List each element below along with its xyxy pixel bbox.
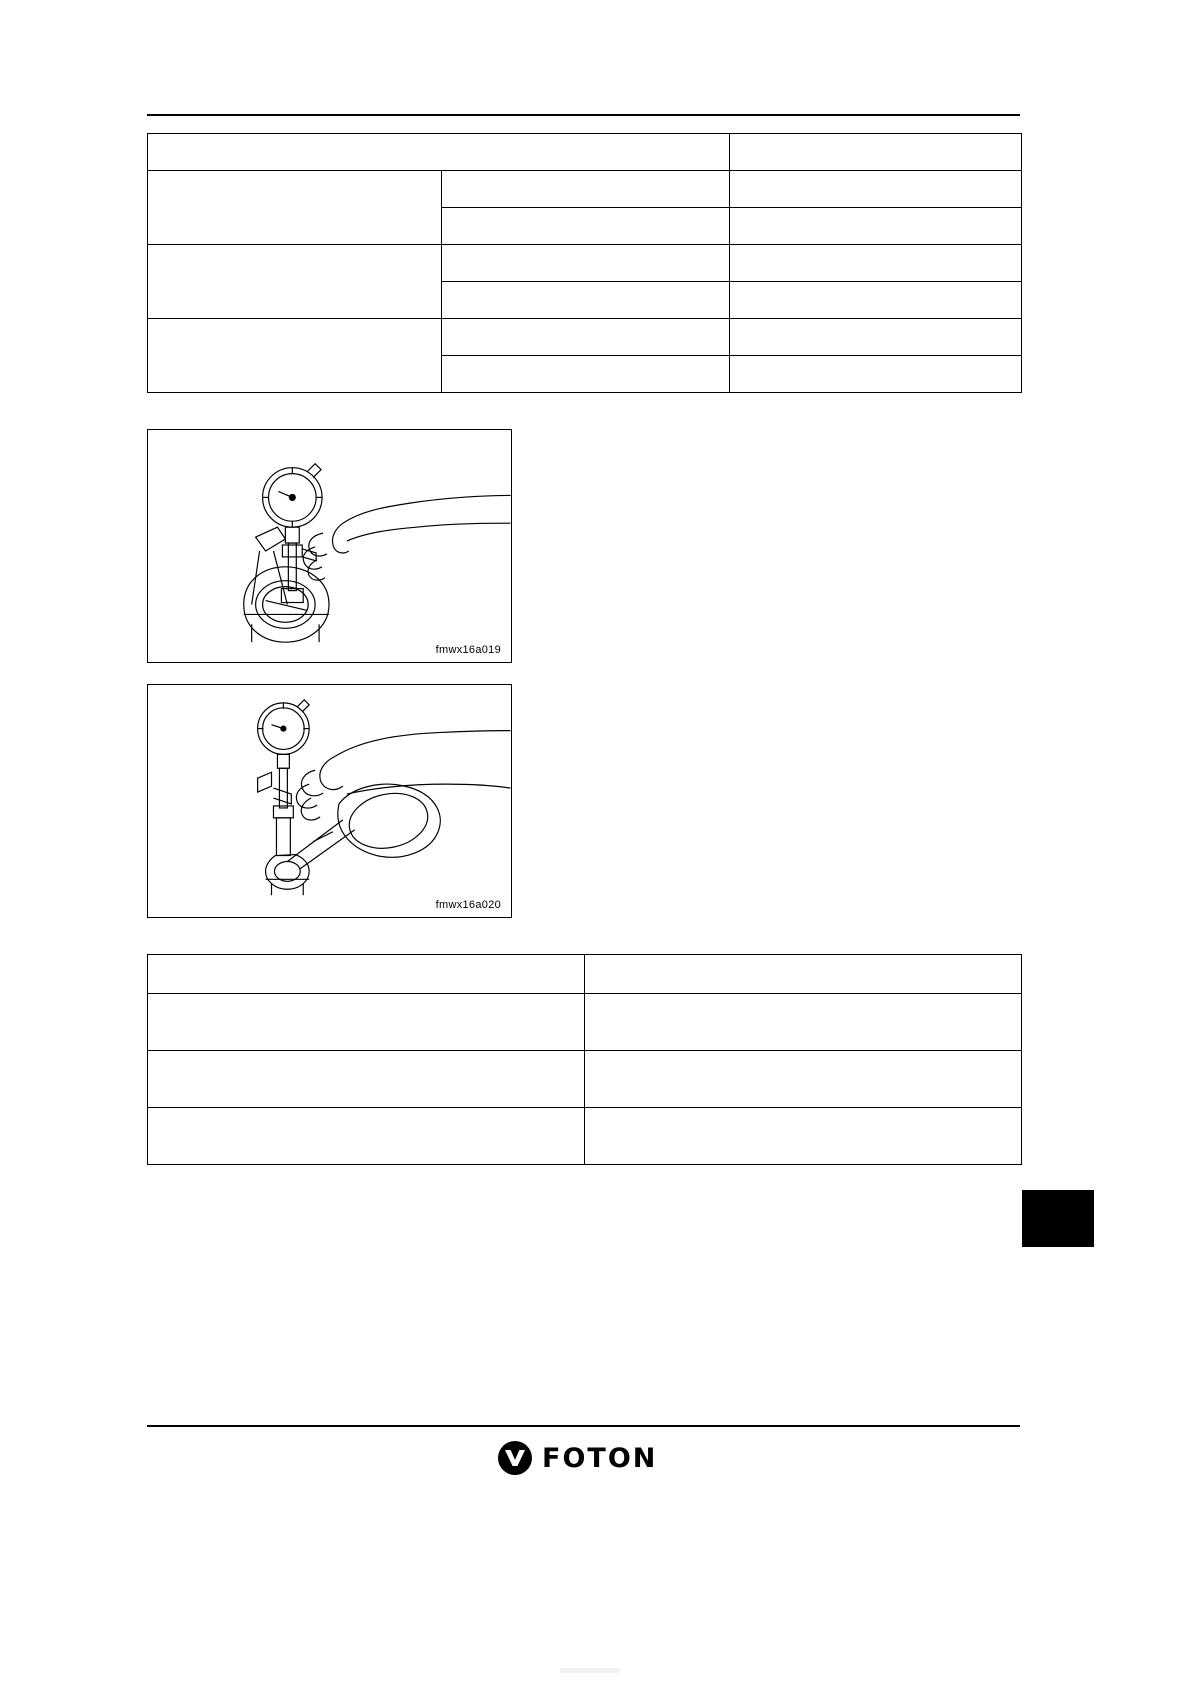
table-cell	[148, 319, 442, 393]
table-cell	[442, 319, 730, 356]
table-cell	[730, 319, 1022, 356]
figure-dial-gauge-big-end	[147, 429, 512, 663]
specification-table-top	[147, 133, 1022, 393]
table-cell	[148, 1108, 585, 1165]
page-bottom-marker	[560, 1668, 620, 1673]
header-rule	[147, 114, 1020, 116]
figure-illustration	[148, 685, 511, 917]
table-cell	[730, 356, 1022, 393]
table-cell	[730, 208, 1022, 245]
brand-name: FOTON	[542, 1442, 658, 1474]
table-cell	[730, 282, 1022, 319]
table-cell	[148, 245, 442, 319]
table-cell	[730, 245, 1022, 282]
figure-illustration	[148, 430, 511, 662]
figure-caption: fmwx16a019	[435, 644, 501, 656]
table-cell	[148, 994, 585, 1051]
table-cell	[730, 134, 1022, 171]
figure-caption: fmwx16a020	[435, 899, 501, 911]
table-cell	[585, 1108, 1022, 1165]
table-cell	[442, 356, 730, 393]
figure-dial-gauge-small-end	[147, 684, 512, 918]
table-row	[148, 245, 1022, 282]
table-row	[148, 1108, 1022, 1165]
table-cell	[442, 282, 730, 319]
table-row	[148, 994, 1022, 1051]
table-cell	[148, 134, 730, 171]
footer-rule	[147, 1425, 1020, 1427]
table-cell	[585, 994, 1022, 1051]
table-cell	[730, 171, 1022, 208]
table-row	[148, 134, 1022, 171]
table-cell	[585, 955, 1022, 994]
foton-mark-icon	[498, 1441, 532, 1475]
table-cell	[148, 171, 442, 245]
footer-brand-logo	[498, 1438, 673, 1478]
table-cell	[585, 1051, 1022, 1108]
table-cell	[442, 208, 730, 245]
table-cell	[442, 245, 730, 282]
table-cell	[148, 955, 585, 994]
table-row	[148, 955, 1022, 994]
table-cell	[148, 1051, 585, 1108]
specification-table-bottom	[147, 954, 1022, 1165]
table-cell	[442, 171, 730, 208]
section-thumb-tab	[1022, 1190, 1094, 1247]
table-row	[148, 319, 1022, 356]
table-row	[148, 171, 1022, 208]
table-row	[148, 1051, 1022, 1108]
